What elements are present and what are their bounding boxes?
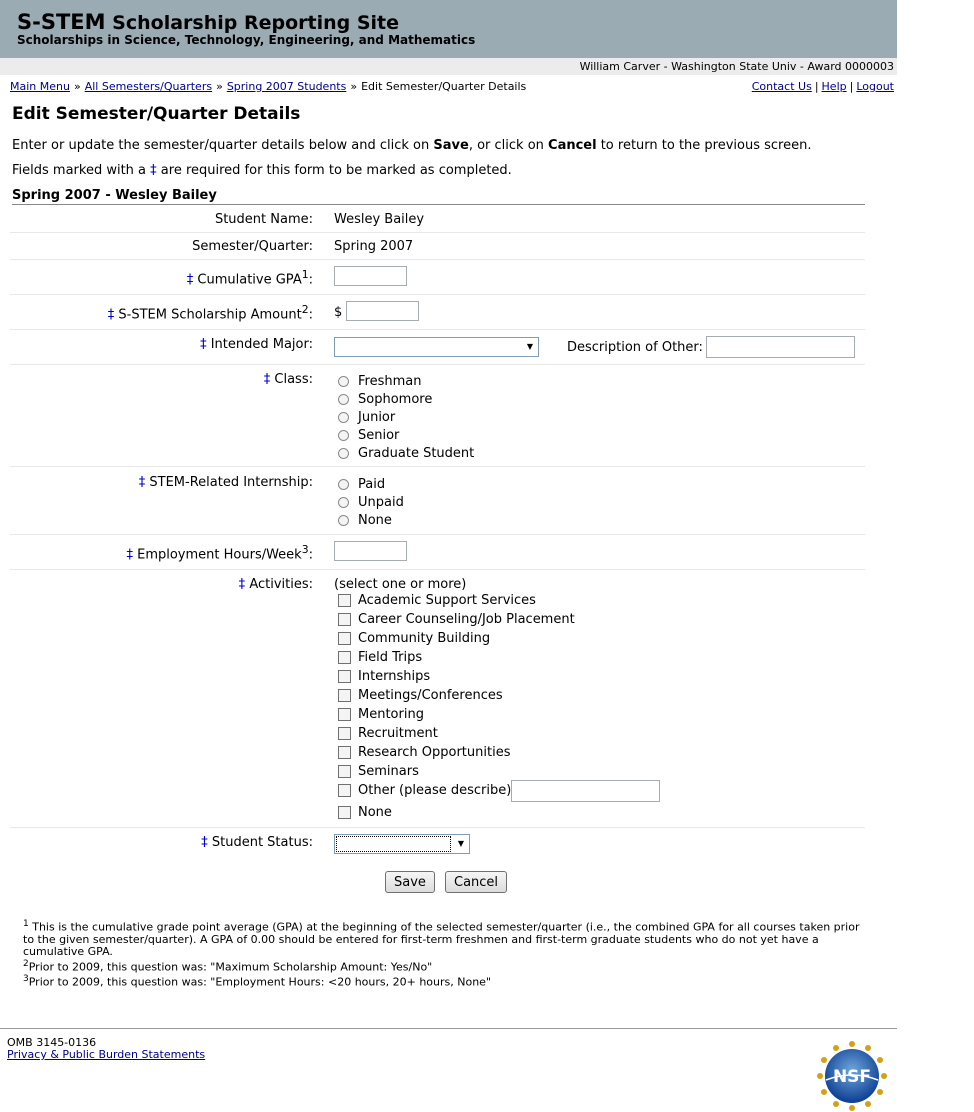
semester-label: Semester/Quarter: (192, 239, 313, 254)
major-row (10, 330, 865, 365)
employment-hours-input[interactable] (334, 541, 407, 561)
breadcrumb-separator: » (216, 80, 223, 93)
top-links: Contact Us | Help | Logout (751, 80, 894, 93)
activities-row: ‡ Activities: (select one or more) Academic Support Services Career Counseling/Job Placement Community Building Field Trips Internships Meetings/Conferences Mentoring Recruitment Research Opportunities Seminars Other (please describe) None (10, 570, 865, 828)
breadcrumb-current: Edit Semester/Quarter Details (361, 80, 527, 93)
omb-number: OMB 3145-0136 (7, 1036, 97, 1049)
footnotes (23, 918, 873, 989)
site-subtitle: Scholarships in Science, Technology, Engineering, and Mathematics (17, 33, 476, 47)
radio-junior[interactable] (338, 412, 349, 423)
radio-none[interactable] (338, 515, 349, 526)
page-title: Edit Semester/Quarter Details (12, 104, 301, 124)
checkbox-career-counseling[interactable] (338, 613, 351, 626)
other-activity-input[interactable] (511, 780, 660, 802)
breadcrumb-main-menu[interactable]: Main Menu (10, 80, 70, 93)
checkbox-none[interactable] (338, 806, 351, 819)
status-row (10, 828, 865, 858)
student-name-value: Wesley Bailey (334, 212, 425, 227)
other-description-label: Description of Other: (567, 340, 703, 355)
radio-paid[interactable] (338, 479, 349, 490)
site-title: S-STEM Scholarship Reporting Site (17, 10, 399, 34)
checkbox-academic-support[interactable] (338, 594, 351, 607)
radio-graduate-student[interactable] (338, 448, 349, 459)
semester-value: Spring 2007 (334, 239, 414, 254)
scholarship-amount-input[interactable] (346, 301, 419, 321)
nsf-logo-text: NSF (832, 1067, 872, 1087)
amount-row (10, 295, 865, 330)
breadcrumb-all-semesters[interactable]: All Semesters/Quarters (84, 80, 213, 93)
privacy-link[interactable]: Privacy & Public Burden Statements (7, 1048, 206, 1061)
contact-us-link[interactable]: Contact Us (751, 80, 812, 93)
activities-label: ‡ Activities: (238, 577, 313, 592)
radio-sophomore[interactable] (338, 394, 349, 405)
employment-row (10, 535, 865, 570)
class-label: ‡ Class: (263, 372, 313, 387)
checkbox-research[interactable] (338, 746, 351, 759)
internship-label: ‡ STEM-Related Internship: (138, 475, 313, 490)
checkbox-mentoring[interactable] (338, 708, 351, 721)
help-link[interactable]: Help (821, 80, 847, 93)
activities-hint: (select one or more) (334, 577, 467, 592)
footer-divider (0, 1028, 897, 1029)
intro-text: Enter or update the semester/quarter details below and click on Save, or click on Cancel to return to the previous screen. (12, 138, 812, 153)
checkbox-recruitment[interactable] (338, 727, 351, 740)
breadcrumb-separator: » (73, 80, 81, 93)
breadcrumb (10, 80, 526, 93)
required-marker: ‡ (150, 163, 157, 178)
gpa-input[interactable] (334, 266, 407, 286)
gpa-label: ‡ Cumulative GPA$^1$: (186, 268, 313, 288)
user-info: William Carver - Washington State Univ - Award 0000003 (579, 60, 894, 73)
student-name-label: Student Name: (214, 212, 313, 227)
checkbox-field-trips[interactable] (338, 651, 351, 664)
save-button[interactable]: Save (385, 871, 435, 893)
footnote-2: $^2$Prior to 2009, this question was: "Maximum Scholarship Amount: Yes/No" (23, 958, 433, 974)
student-status-select[interactable] (334, 834, 470, 854)
footnote-3: $^3$Prior to 2009, this question was: "Employment Hours: <20 hours, 20+ hours, None" (23, 974, 492, 989)
major-label: ‡ Intended Major: (200, 337, 313, 352)
chevron-down-icon: ▼ (526, 342, 534, 351)
required-note: Fields marked with a ‡ are required for this form to be marked as completed. (12, 163, 512, 178)
amount-label: ‡ S-STEM Scholarship Amount$^2$: (107, 303, 313, 323)
checkbox-seminars[interactable] (338, 765, 351, 778)
intended-major-select[interactable] (334, 337, 539, 357)
section-heading: Spring 2007 - Wesley Bailey (12, 188, 865, 205)
footnote-1: $^1$ This is the cumulative grade point average (GPA) at the beginning of the selected semester/quarter (i.e., the combined GPA for all courses taken prior to the given semester/quarter). A GPA of 0.00 should be entered for first-term freshmen and first-term graduate students who do not yet have a cumulative GPA. (23, 919, 860, 958)
breadcrumb-spring-2007-students[interactable]: Spring 2007 Students (226, 80, 347, 93)
other-description-input[interactable] (706, 336, 855, 358)
site-header (0, 0, 897, 58)
radio-senior[interactable] (338, 430, 349, 441)
radio-unpaid[interactable] (338, 497, 349, 508)
checkbox-internships[interactable] (338, 670, 351, 683)
breadcrumb-separator: » (350, 80, 358, 93)
chevron-down-icon: ▼ (457, 839, 465, 848)
user-bar (0, 58, 897, 75)
gpa-row (10, 260, 865, 295)
employment-label: ‡ Employment Hours/Week$^3$: (126, 543, 313, 563)
status-label: ‡ Student Status: (201, 835, 313, 850)
logout-link[interactable]: Logout (856, 80, 894, 93)
student-name-row (10, 206, 865, 233)
class-row: ‡ Class: Freshman Sophomore Junior Senior Graduate Student (10, 365, 865, 467)
checkbox-meetings[interactable] (338, 689, 351, 702)
semester-row (10, 233, 865, 260)
nsf-logo-icon (816, 1040, 888, 1112)
cancel-button[interactable]: Cancel (445, 871, 507, 893)
currency-symbol: $ (334, 305, 343, 320)
radio-freshman[interactable] (338, 376, 349, 387)
checkbox-other[interactable] (338, 784, 351, 797)
focus-ring (336, 836, 451, 852)
checkbox-community-building[interactable] (338, 632, 351, 645)
internship-row: ‡ STEM-Related Internship: Paid Unpaid None (10, 467, 865, 535)
